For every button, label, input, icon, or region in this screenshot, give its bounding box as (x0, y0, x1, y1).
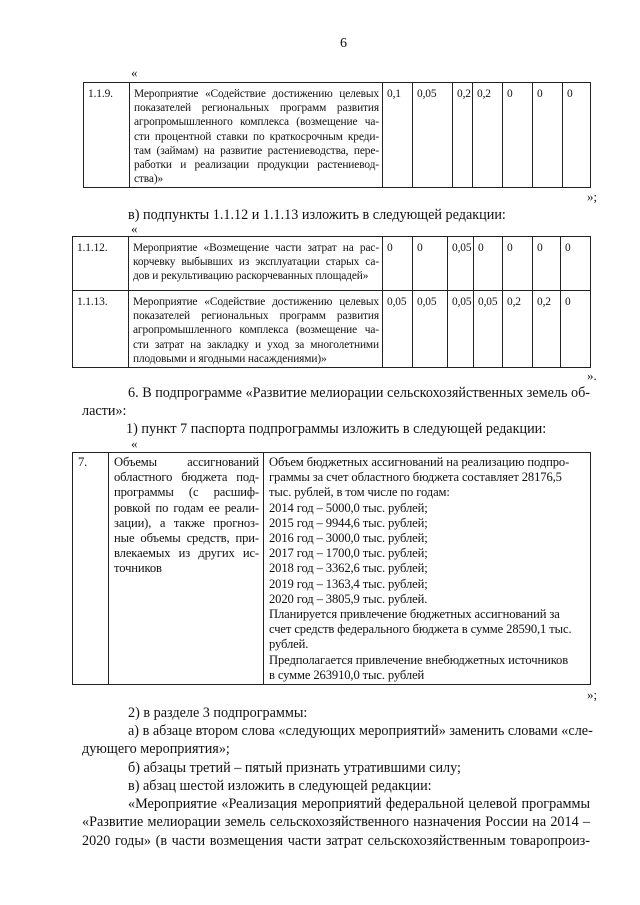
paragraph-v: в) подпункты 1.1.12 и 1.1.13 изложить в следующей редакции: (128, 207, 506, 223)
value-cell: 0 (503, 237, 533, 291)
row-description (130, 83, 383, 188)
item-2v: в) абзац шестой изложить в следующей редакции: (128, 778, 432, 794)
table-1-1-12-13 (72, 236, 591, 368)
text-line: Мероприятие «Содействие достижению целевых (134, 88, 379, 100)
text-line: 6. В подпрограмме «Развитие мелиорации сельскохозяйственных земель об- (128, 385, 591, 401)
text-line: корчевку выбывших из эксплуатации старых са- (133, 256, 379, 269)
quote-open: « (131, 436, 138, 451)
row-number: 1.1.12. (73, 237, 129, 291)
text-line: Предполагается привлечение внебюджетных источников (269, 652, 569, 667)
value-cell: 0 (474, 237, 503, 291)
text-line: дующего мероприятия»; (82, 741, 230, 758)
text-line: Планируется привлечение бюджетных ассигнований за (269, 607, 560, 622)
text-line: 2020 год – 3805,9 тыс. рублей. (269, 591, 428, 606)
text-line: 2015 год – 9944,6 тыс. рублей; (269, 515, 428, 530)
text-line: областного бюджета под- (114, 470, 259, 485)
value-cell: 0,05 (448, 291, 474, 368)
value-cell: 0,2 (473, 83, 503, 188)
value-cell: 0,05 (413, 291, 448, 368)
text-line: рублей. (269, 637, 309, 652)
table-row (73, 237, 591, 291)
value-cell: 0,05 (448, 237, 474, 291)
item-1: 1) пункт 7 паспорта подпрограммы изложить в следующей редакции: (126, 421, 547, 437)
text-line: влекаемых из других ис- (114, 546, 259, 561)
quoted-paragraph (82, 795, 590, 850)
text-line: ные объемы средств, при- (114, 531, 259, 546)
item-2a (82, 722, 593, 759)
text-line: там (займам) на развитие растениеводства, пере- (134, 144, 379, 157)
value-cell: 0,05 (413, 83, 453, 188)
text-line: ласти»: (82, 403, 127, 420)
value-cell: 0 (413, 237, 448, 291)
text-line: показателей региональных программ развития (134, 102, 379, 115)
quote-close: ». (587, 368, 597, 383)
value-cell: 0 (563, 83, 591, 188)
row-description (129, 291, 383, 368)
text-line: 2017 год – 1700,0 тыс. рублей; (269, 546, 428, 561)
text-line: «Мероприятие «Реализация мероприятий федеральной целевой программы (128, 796, 590, 812)
text-line: агропромышленного комплекса (возмещение ча- (134, 116, 379, 129)
text-line: агропромышленного комплекса (возмещение ча- (133, 324, 379, 337)
table-row (73, 291, 591, 368)
row-number: 1.1.9. (84, 83, 130, 188)
value-cell: 0,2 (503, 291, 533, 368)
text-line: 2019 год – 1363,4 тыс. рублей; (269, 576, 428, 591)
value-cell: 0 (561, 291, 591, 368)
value-cell: 0,05 (383, 291, 413, 368)
item-2b: б) абзацы третий – пятый признать утратившими силу; (128, 760, 461, 776)
value-cell: 0 (533, 237, 561, 291)
text-line: счет средств федерального бюджета в сумме 28590,1 тыс. (269, 622, 572, 637)
table-row (73, 453, 591, 685)
text-line: зации), а также прогноз- (114, 515, 259, 530)
text-line: «Развитие мелиорации земель сельскохозяйственного назначения России на 2014 – (82, 814, 590, 831)
value-cell: 0,1 (383, 83, 413, 188)
text-line: 2018 год – 3362,6 тыс. рублей; (269, 561, 428, 576)
text-line: в сумме 263910,0 тыс. рублей (269, 667, 425, 682)
text-line: сти процентной ставки по краткосрочным креди- (134, 130, 379, 143)
text-line: а) в абзаце втором слова «следующих мероприятий» заменить словами «сле- (128, 723, 593, 739)
text-line: Мероприятие «Содействие достижению целевых (133, 296, 379, 308)
quote-close: »; (587, 189, 598, 204)
text-line: сти затрат на закладку и уход за многолетними (133, 338, 379, 351)
text-line: программы (с расшиф- (114, 485, 259, 500)
row-label (109, 453, 264, 685)
value-cell: 0 (383, 237, 413, 291)
table-1-1-9 (83, 82, 591, 188)
quote-open: « (131, 221, 138, 236)
text-line: дов и рекультивацию раскорчеванных площадей» (133, 270, 369, 283)
text-line: Объемы ассигнований (114, 455, 259, 469)
page-number: 6 (340, 36, 347, 51)
row-number: 7. (73, 453, 109, 685)
text-line: ства)» (134, 173, 164, 186)
text-line: плодовыми и ягодными насаждениями)» (133, 352, 327, 365)
row-number: 1.1.13. (73, 291, 129, 368)
text-line: показателей региональных программ развития (133, 310, 379, 323)
text-line: 2020 годы» (в части возмещения части затрат сельскохозяйственным товаропроиз- (82, 832, 590, 849)
text-line: Мероприятие «Возмещение части затрат на рас- (133, 242, 379, 254)
value-cell: 0,2 (453, 83, 473, 188)
text-line: 2016 год – 3000,0 тыс. рублей; (269, 531, 428, 546)
text-line: граммы за счет областного бюджета составляет 28176,5 (269, 470, 562, 485)
quote-open: « (131, 65, 138, 80)
value-cell: 0 (533, 83, 563, 188)
value-cell: 0 (561, 237, 591, 291)
text-line: тыс. рублей, в том числе по годам: (269, 485, 450, 500)
quote-close: »; (587, 687, 598, 702)
value-cell: 0,05 (474, 291, 503, 368)
value-cell: 0,2 (533, 291, 561, 368)
text-line: точников (114, 561, 162, 576)
value-cell: 0 (503, 83, 533, 188)
table-row (84, 83, 591, 188)
row-content (264, 453, 591, 685)
text-line: 2014 год – 5000,0 тыс. рублей; (269, 500, 428, 515)
section-6 (82, 384, 590, 421)
table-passport-item-7 (72, 452, 591, 685)
text-line: работки и реализации продукции растениевод- (134, 159, 379, 172)
text-line: Объем бюджетных ассигнований на реализацию подпро- (269, 455, 570, 469)
row-description (129, 237, 383, 291)
item-2: 2) в разделе 3 подпрограммы: (128, 705, 308, 721)
text-line: ровкой по годам ее реали- (114, 500, 259, 515)
